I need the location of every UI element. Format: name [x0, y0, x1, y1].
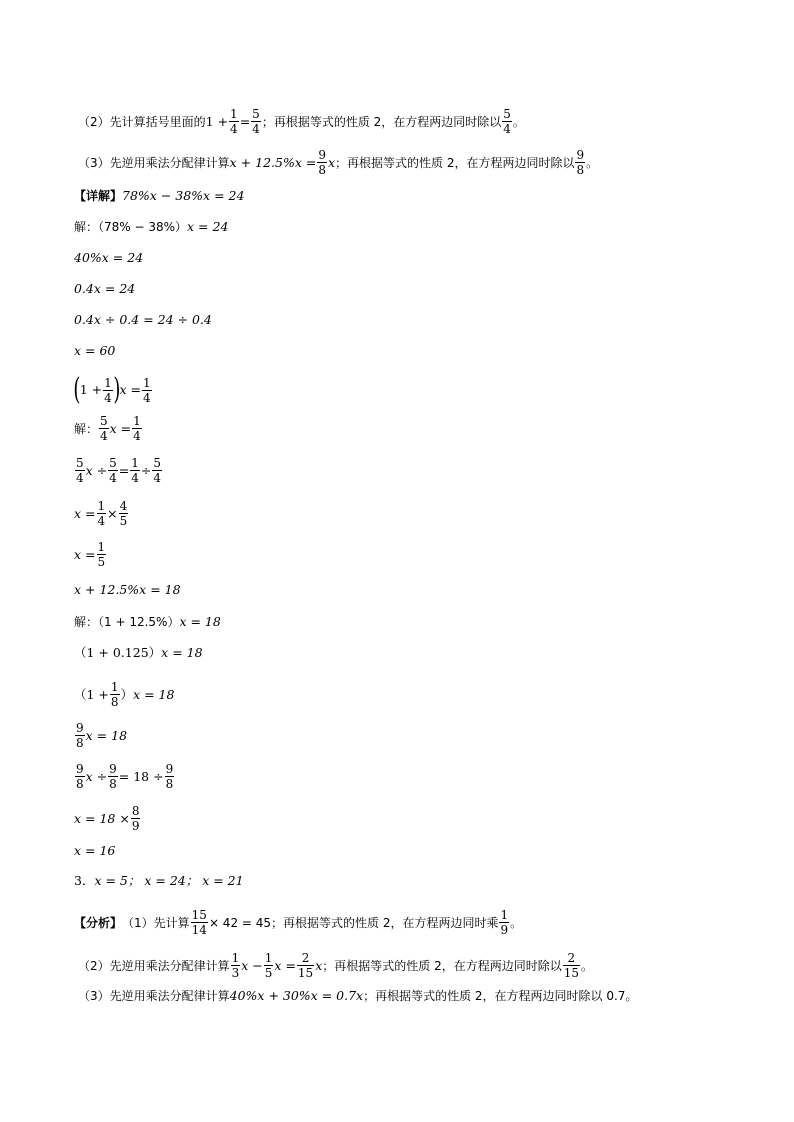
math: x: [327, 154, 336, 170]
text: ；再根据等式的性质 2，在方程两边同时除以: [261, 114, 502, 129]
text: ；再根据等式的性质 2，在方程两边同时除以: [335, 155, 575, 170]
fraction: $\frac{1}{4}$: [133, 414, 141, 443]
fraction: $\frac{9}{8}$: [576, 148, 585, 177]
math: x = 60: [74, 343, 116, 358]
fraction: $\frac{5}{4}$: [153, 456, 162, 485]
fraction: $\frac{5}{4}$: [76, 456, 84, 485]
fraction: $\frac{9}{8}$: [76, 721, 84, 750]
math: ）: [120, 686, 134, 702]
label: 【详解】: [74, 189, 123, 203]
fraction: $\frac{5}{4}$: [503, 107, 511, 136]
fraction: $\frac{4}{5}$: [119, 499, 128, 528]
fraction: $\frac{5}{4}$: [100, 414, 108, 443]
fraction: $\frac{1}{9}$: [500, 908, 509, 937]
solution-step: [74, 414, 143, 443]
solution-step: [74, 312, 212, 328]
text: （1）先计算: [122, 915, 190, 930]
math: ×: [107, 505, 118, 521]
math: x = 18: [133, 686, 175, 702]
solution-step: [74, 680, 174, 709]
solution-step: [74, 614, 221, 630]
fraction: $\frac{1}{5}$: [97, 540, 106, 569]
math: x = 5； x = 24； x = 21: [94, 873, 244, 888]
solution-step: [74, 219, 228, 235]
detail-heading: [74, 188, 244, 204]
math: x =: [74, 546, 96, 562]
fraction: $\frac{2}{15}$: [297, 951, 314, 980]
math: x =: [109, 420, 132, 436]
math: （1 + 0.125）: [74, 645, 162, 660]
math: =: [118, 462, 130, 478]
solution-step: [74, 281, 135, 297]
fraction: $\frac{1}{8}$: [110, 680, 119, 709]
fraction: $\frac{5}{4}$: [109, 456, 117, 485]
math: 1 +: [205, 113, 229, 129]
math: x ÷: [85, 768, 108, 784]
math: = 18 ÷: [118, 768, 164, 784]
math: x + 12.5%x = 18: [74, 582, 181, 597]
fraction: $\frac{2}{15}$: [563, 951, 579, 980]
left-paren: (: [73, 372, 81, 407]
solution-step: [74, 499, 129, 528]
solution-step: [74, 843, 115, 859]
math: x = 18: [85, 727, 128, 743]
math: x ÷: [85, 462, 108, 478]
math: x −: [241, 957, 263, 973]
text: 。: [510, 915, 523, 930]
equation: [73, 372, 153, 407]
solution-step: [74, 540, 107, 569]
solution-step: [74, 343, 115, 359]
text: 解：（1 + 12.5%）: [74, 615, 180, 629]
fraction: $\frac{9}{8}$: [318, 148, 326, 177]
math: x = 18: [179, 614, 221, 629]
fraction: $\frac{9}{8}$: [165, 762, 174, 791]
equation: [74, 582, 181, 598]
fraction: $\frac{1}{4}$: [230, 107, 238, 136]
math: 78%x − 38%x = 24: [122, 188, 245, 203]
solution-step: [74, 804, 141, 833]
math: x =: [74, 505, 96, 521]
solution-step: [74, 456, 163, 485]
analysis-line-2: [78, 951, 593, 980]
text: （2）先计算括号里面的: [78, 114, 206, 129]
fraction: $\frac{15}{14}$: [191, 908, 207, 937]
right-paren: ): [113, 372, 121, 407]
math: x: [315, 957, 323, 973]
text: 。: [581, 958, 594, 973]
solution-step: [74, 250, 143, 266]
text: 解：: [74, 421, 99, 436]
math: 40%x = 24: [74, 250, 144, 265]
fraction: $\frac{9}{8}$: [76, 762, 84, 791]
math: =: [239, 113, 251, 129]
math: x = 16: [74, 843, 116, 858]
fraction: $\frac{1}{4}$: [97, 499, 106, 528]
math: 40%x + 30%x = 0.7x: [229, 988, 364, 1003]
math: x =: [119, 382, 141, 397]
fraction: $\frac{1}{5}$: [264, 951, 273, 980]
fraction: $\frac{1}{4}$: [104, 375, 112, 405]
answer-3: [74, 873, 244, 889]
math: 1 +: [79, 382, 103, 397]
text: × 42 = 45；再根据等式的性质 2，在方程两边同时乘: [208, 915, 499, 930]
text: 。: [586, 155, 599, 170]
text: ；再根据等式的性质 2，在方程两边同时除以 0.7。: [363, 989, 638, 1003]
analysis-line-2: [78, 107, 525, 136]
math: ÷: [140, 462, 152, 478]
math: 0.4x = 24: [74, 281, 136, 296]
fraction: $\frac{1}{4}$: [142, 375, 151, 405]
fraction: $\frac{1}{4}$: [131, 456, 139, 485]
label: 【分析】: [74, 915, 123, 930]
question-number: 3．: [74, 873, 95, 888]
math: x =: [274, 957, 296, 973]
fraction: $\frac{5}{4}$: [252, 107, 260, 136]
solution-step: [74, 762, 175, 791]
math: x = 24: [187, 219, 229, 234]
math: x = 18: [161, 645, 203, 660]
math: （1 +: [74, 686, 109, 702]
math: x = 18 ×: [74, 810, 130, 826]
math: x + 12.5%x =: [229, 154, 317, 170]
text: （3）先逆用乘法分配律计算: [78, 155, 230, 170]
analysis-line-3: [78, 148, 598, 177]
fraction: $\frac{8}{9}$: [131, 804, 140, 833]
solution-step: [74, 721, 127, 750]
text: ；再根据等式的性质 2，在方程两边同时除以: [322, 958, 562, 973]
analysis-line-3: [78, 988, 637, 1004]
analysis-line-1: [74, 908, 522, 937]
fraction: $\frac{1}{3}$: [231, 951, 240, 980]
text: （2）先逆用乘法分配律计算: [78, 958, 230, 973]
text: （3）先逆用乘法分配律计算: [78, 989, 230, 1003]
text: 解：（78% − 38%）: [74, 220, 188, 234]
solution-step: [74, 645, 203, 661]
fraction: $\frac{9}{8}$: [109, 762, 117, 791]
text: 。: [512, 114, 525, 129]
math: 0.4x ÷ 0.4 = 24 ÷ 0.4: [74, 312, 212, 327]
